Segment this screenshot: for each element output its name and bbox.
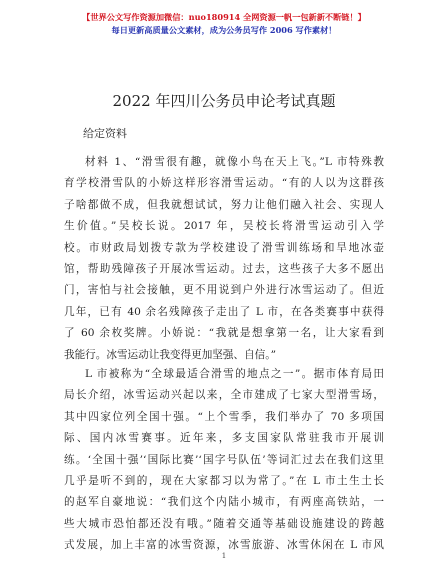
paragraph-2 [64,364,384,557]
text-line: 际、国内冰雪赛事。近年来，多支国家队常驻我市开展训 [64,432,384,445]
text-line: 的赵军自豪地说：“我们这个内陆小城市，有两座高铁站，一 [64,496,384,509]
text-line: 了 60 余枚奖牌。小娇说：“我就是想拿第一名，让大家看到 [64,327,384,340]
text-line: 我能行。冰雪运动让我变得更加坚强、自信。” [64,348,276,361]
text-line: 校。市财政局划拨专款为学校建设了滑雪训练场和旱地冰壶 [64,241,384,254]
text-line: 局长介绍，冰雪运动兴起以来，全市建成了七家大型滑雪场， [64,389,384,402]
section-heading: 给定资料 [83,127,127,140]
page-number: 1 [221,552,227,560]
text-line: 育学校滑雪队的小娇这样形容滑雪运动。“有的人以为这群孩 [64,177,384,190]
text-line: 几年，已有 40 余名残障孩子走出了 L 市，在各类赛事中获得 [64,305,384,318]
text-line: 些大城市恐怕都还没有哦。”随着交通等基础设施建设的跨越 [64,517,384,530]
text-line: 子啥都做不成，但我就想试试，努力让他们融入社会、实现人 [64,198,384,211]
promo-banner-line-2: 每日更新高质量公文素材，成为公务员写作 2006 写作素材！ [111,25,337,35]
text-line: 馆，帮助残障孩子开展冰雪运动。过去，这些孩子大多不愿出 [64,262,384,275]
text-line: 练。‘全国十强’‘国际比赛’‘国字号队伍’等词汇过去在我们这里 [64,453,384,466]
text-line: 几乎是听不到的，现在大家都习以为常了。”在 L 市土生土长 [64,474,384,487]
paragraph-1 [64,152,384,366]
document-title: 2022 年四川公务员申论考试真题 [112,92,336,110]
text-line: 式发展，加上丰富的冰雪资源，冰雪旅游、冰雪休闲在 L 市风 [64,539,384,552]
text-line: 其中四家位列全国十强。“上个雪季，我们举办了 70 多项国 [64,410,384,423]
text-line: 材料 1、“滑雪很有趣，就像小鸟在天上飞。”L 市特殊教 [85,156,384,168]
text-line: L 市被称为“全球最适合滑雪的地点之一”。据市体育局田 [85,368,384,380]
promo-banner-line-1: 【世界公文写作资源加微信：nuo180914 全网资源一帆一包新新不断链！】 [82,12,366,22]
text-line: 生价值。”吴校长说。2017 年，吴校长将滑雪运动引入学 [64,220,384,233]
text-line: 门，害怕与社会接触，更不用说到户外进行冰雪运动了。但近 [64,284,384,297]
